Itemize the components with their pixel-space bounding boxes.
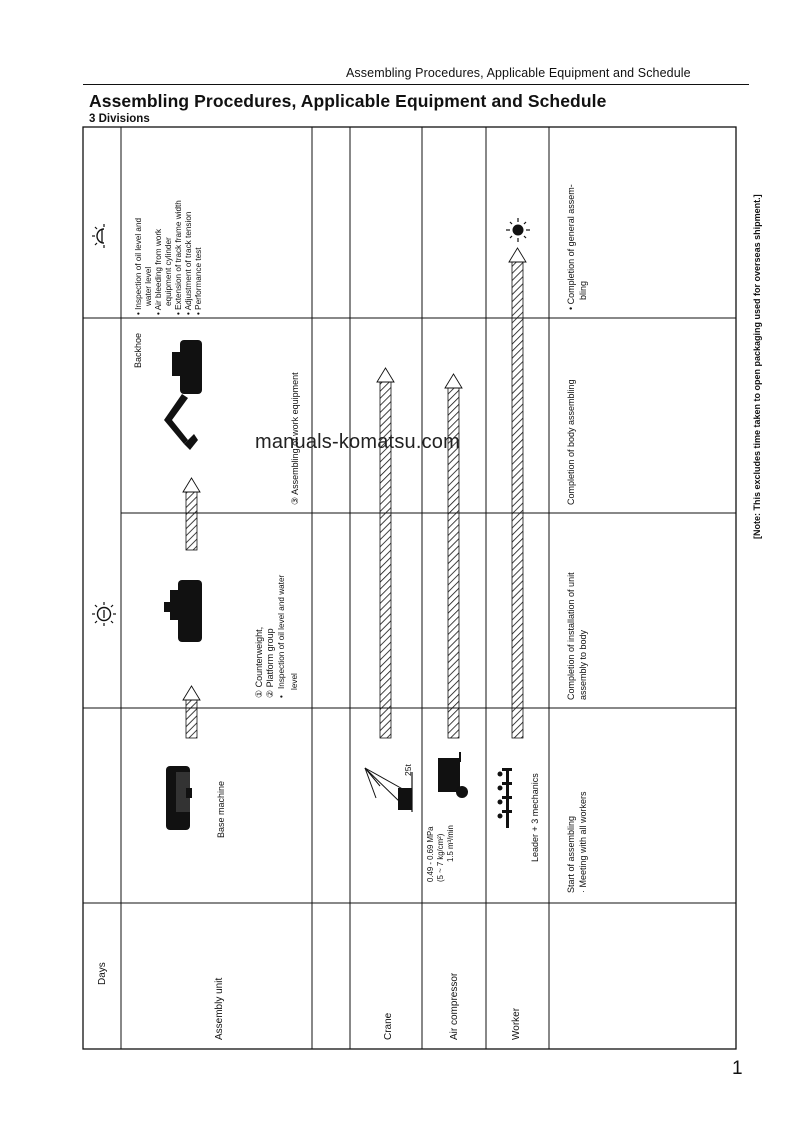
backhoe-icon [164,340,202,450]
completion-body: Completion of body assembling [566,379,576,505]
completion-general: • Completion of general assem- [566,184,576,310]
compressor-progress-bar [445,374,462,738]
workers-label: Leader + 3 mechanics [530,773,540,862]
progress-arrow [183,686,200,738]
final-item: • Adjustment of track tension [184,211,193,315]
completion-install-2: assembly to body [578,629,588,700]
final-item: • Performance test [194,247,203,315]
final-item: • Inspection of oil level and [134,217,143,315]
final-item: • Extension of track frame width [174,200,183,315]
air-compressor-icon [438,752,468,798]
start-assembling: Start of assembling [566,815,576,893]
worker-progress-bar [509,248,526,738]
step1-items [277,575,287,698]
black-sun-icon [506,218,530,242]
crane-progress-bar [377,368,394,738]
base-machine-platform-icon [164,580,202,642]
completion-general-2: bling [578,280,588,300]
air-specs [426,825,456,882]
running-header: Assembling Procedures, Applicable Equipment and Schedule [346,66,691,80]
meeting-note: · Meeting with all workers [578,791,588,893]
final-step-items [134,200,204,315]
workers-icon [498,768,513,828]
footnote: [Note: This excludes time taken to open packaging used for overseas shipment.] [752,194,762,539]
air-flow: 1.5 m³/min [446,825,455,862]
page-number: 1 [732,1058,743,1079]
step1-item: • Inspection of oil level and water [277,575,287,698]
base-machine-label: Base machine [216,780,226,838]
row-label-days: Days [97,962,108,985]
progress-arrow [183,478,200,550]
page-title: Assembling Procedures, Applicable Equipment and Schedule [89,91,607,111]
air-pressure-kg: (5 ~ 7 kg/cm²) [436,833,445,882]
row-label-worker: Worker [511,1007,522,1040]
row-label-air-compressor: Air compressor [449,972,460,1040]
base-machine-icon [166,766,192,830]
step3-label: ③ Assembling of work equipment [290,372,300,505]
step1-title2: ② Platform group [265,628,275,698]
step1-item-cont: level [290,673,299,690]
subtitle: 3 Divisions [89,113,150,125]
row-label-assembly-unit: Assembly unit [214,977,225,1040]
final-item: • Air bleeding from work [154,228,163,315]
final-item: water level [144,266,153,306]
sun-icon [92,602,116,626]
crane-capacity: 25t [403,764,413,776]
watermark: manuals-komatsu.com [255,431,460,453]
backhoe-label: Backhoe [133,332,143,368]
completion-install: Completion of installation of unit [566,572,576,700]
step1-title: ① Counterweight, [254,626,264,698]
air-pressure: 0.49 - 0.69 MPa [426,826,435,882]
row-label-crane: Crane [383,1012,394,1040]
final-item: equipment cylinder [164,237,173,306]
half-sun-icon [92,224,104,248]
